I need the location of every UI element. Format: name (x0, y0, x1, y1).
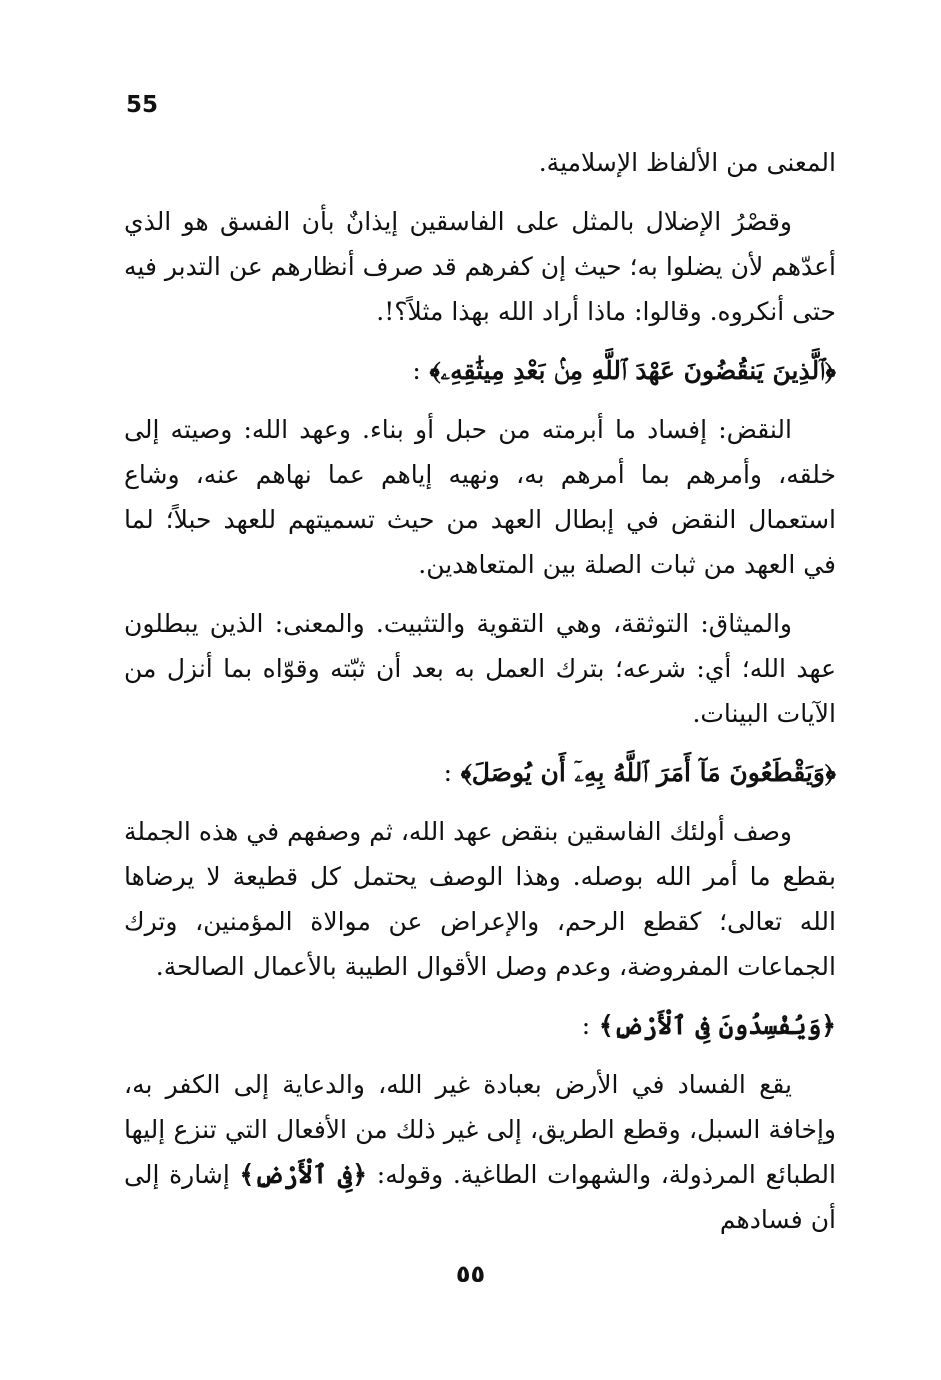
inline-verse: ﴿فِى ٱلْأَرْضِ﴾ (239, 1160, 368, 1189)
verse-text-1: ﴿ٱلَّذِينَ يَنقُضُونَ عَهْدَ ٱللَّهِ مِنۢ بَعْدِ مِيثَٰقِهِۦ﴾ (429, 356, 836, 385)
verse-text-3: ﴿وَيُفْسِدُونَ فِى ٱلْأَرْضِ﴾ (598, 1011, 836, 1040)
verse-heading-3 (124, 1003, 836, 1048)
paragraph-4: والميثاق: التوثقة، وهي التقوية والتثبيت. والمعنى: الذين يبطلون عهد الله؛ أي: شرعه؛ بترك العمل به بعد أن ثبّته وقوّاه بما أنزل من الآيات البينات. (124, 609, 836, 728)
paragraph-6-start: يقع الفساد في الأرض بعبادة غير الله، والدعاية إلى الكفر به، وإخافة السبل، وقطع الطريق، إلى غير ذلك من الأفعال التي تنزع إليها الطبائع المرذولة، والشهوات الطاغية. وقوله: (124, 1070, 836, 1189)
paragraph-2: وقصْرُ الإضلال بالمثل على الفاسقين إيذانٌ بأن الفسق هو الذي أعدّهم لأن يضلوا به؛ حيث إن كفرهم قد صرف أنظارهم عن التدبر فيه حتى أنكروه. وقالوا: ماذا أراد الله بهذا مثلاً؟!. (124, 207, 836, 326)
verse-colon-3: : (581, 1011, 591, 1040)
verse-colon-2: : (443, 758, 453, 787)
verse-heading-2 (124, 750, 836, 795)
paragraph-1: المعنى من الألفاظ الإسلامية. (538, 148, 836, 177)
page-number-bottom: ٥٥ (455, 1260, 486, 1288)
paragraph-5: وصف أولئك الفاسقين بنقض عهد الله، ثم وصفهم في هذه الجملة بقطع ما أمر الله بوصله. وهذا الوصف يحتمل كل قطيعة لا يرضاها الله تعالى؛ كقطع الرحم، والإعراض عن موالاة المؤمنين، وترك الجماعات المفروضة، وعدم وصل الأقوال الطيبة بالأعمال الصالحة. (124, 817, 836, 981)
paragraph-3: النقض: إفساد ما أبرمته من حبل أو بناء. وعهد الله: وصيته إلى خلقه، وأمرهم بما أمرهم به، ونهيه إياهم عما نهاهم عنه، وشاع استعمال النقض في إبطال العهد من حيث تسميتهم للعهد حبلاً؛ لما في العهد من ثبات الصلة بين المتعاهدين. (124, 415, 836, 579)
verse-text-2: ﴿وَيَقْطَعُونَ مَآ أَمَرَ ٱللَّهُ بِهِۦٓ أَن يُوصَلَ﴾ (460, 758, 836, 787)
paragraph-6-end: إشارة إلى أن فسادهم (124, 1160, 836, 1234)
verse-heading-1 (124, 348, 836, 393)
page-number-top: 55 (126, 92, 159, 118)
paragraph-6 (124, 1062, 836, 1242)
verse-colon-1: : (412, 356, 421, 385)
page-body (124, 140, 836, 1242)
